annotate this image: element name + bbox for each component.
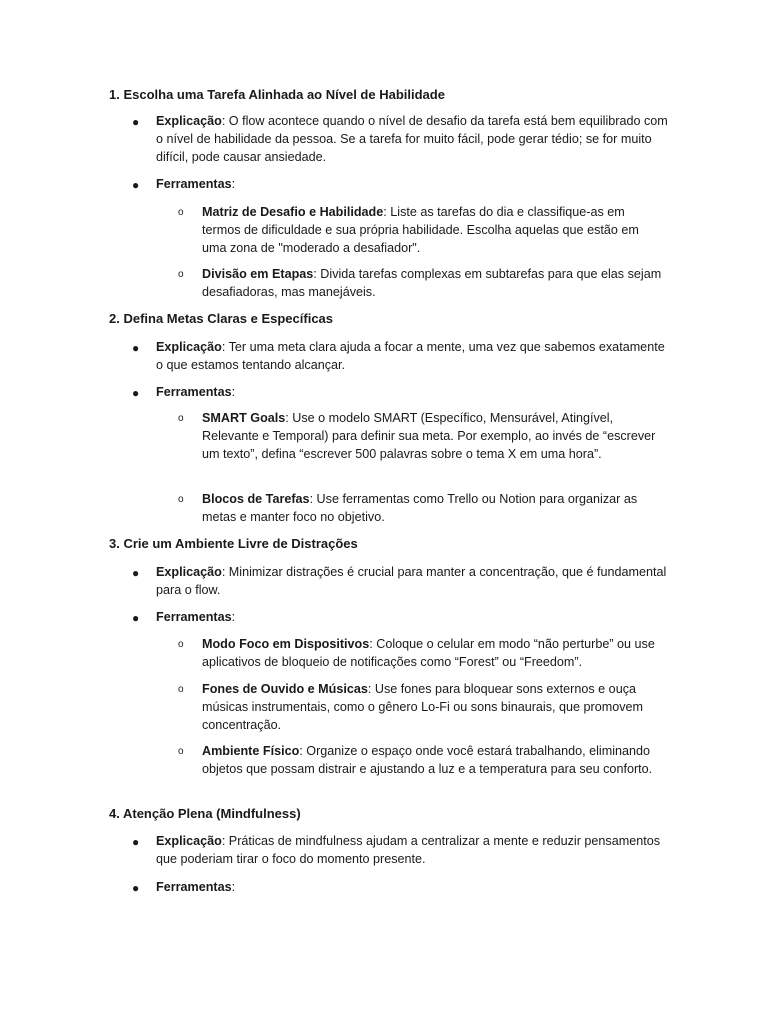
sub-bullet-icon: o (178, 269, 184, 280)
explanation-label: Explicação (156, 565, 222, 579)
section-1-heading: 1. Escolha uma Tarefa Alinhada ao Nível de Habilidade (109, 87, 445, 102)
explanation-label: Explicação (156, 340, 222, 354)
bullet-icon: ● (132, 566, 140, 580)
tool-name: Matriz de Desafio e Habilidade (202, 205, 384, 219)
section-3-tools: Ferramentas: (156, 610, 236, 624)
tools-label: Ferramentas (156, 880, 232, 894)
explanation-text: : Práticas de mindfulness ajudam a centralizar a mente e reduzir pensamentos que poderiam tirar o foco do momento presente. (156, 834, 661, 867)
section-1-tool-1 (202, 203, 664, 258)
tool-text: : Use o modelo SMART (Específico, Mensurável, Atingível, Relevante e Temporal) para definir sua meta. Por exemplo, ao invés de “escrever um texto”, defina “escrever 500 palavras sobre o tema X em uma hora”. (202, 411, 656, 462)
bullet-icon: ● (132, 115, 140, 129)
tool-name: Divisão em Etapas (202, 267, 314, 281)
sub-bullet-icon: o (178, 746, 184, 757)
section-3-explanation (156, 563, 668, 599)
section-2-tools: Ferramentas: (156, 385, 236, 399)
tool-text: : Coloque o celular em modo “não perturbe” ou use aplicativos de bloqueio de notificações como “Forest” ou “Freedom”. (202, 637, 655, 670)
explanation-text: : O flow acontece quando o nível de desafio da tarefa está bem equilibrado com o nível de habilidade da pessoa. Se a tarefa for muito fácil, pode gerar tédio; se for muito difícil, pode causar ansiedade. (156, 114, 668, 165)
section-3-tool-1 (202, 635, 664, 671)
explanation-text: : Minimizar distrações é crucial para manter a concentração, que é fundamental para o flow. (156, 565, 667, 598)
tool-text: : Use fones para bloquear sons externos e ouça músicas instrumentais, como o gênero Lo-Fi ou sons binaurais, que promovem concentração. (202, 682, 643, 733)
sub-bullet-icon: o (178, 494, 184, 505)
bullet-icon: ● (132, 881, 140, 895)
tool-name: Modo Foco em Dispositivos (202, 637, 370, 651)
bullet-icon: ● (132, 386, 140, 400)
tool-name: SMART Goals (202, 411, 286, 425)
section-1-tools: Ferramentas: (156, 177, 236, 191)
section-4-tools: Ferramentas: (156, 880, 236, 894)
section-4-explanation (156, 832, 668, 868)
tool-text: : Use ferramentas como Trello ou Notion para organizar as metas e manter foco no objetivo. (202, 492, 638, 525)
tools-label: Ferramentas (156, 385, 232, 399)
explanation-text: : Ter uma meta clara ajuda a focar a mente, uma vez que sabemos exatamente o que estamos tentando alcançar. (156, 340, 665, 373)
tool-text: : Organize o espaço onde você estará trabalhando, eliminando objetos que possam distrair e ajustando a luz e a temperatura para seu conforto. (202, 744, 653, 777)
explanation-label: Explicação (156, 834, 222, 848)
section-2-explanation (156, 338, 668, 374)
section-2-tool-2 (202, 490, 664, 526)
section-3-tool-3 (202, 742, 664, 778)
section-1-explanation (156, 112, 668, 167)
tool-text: : Liste as tarefas do dia e classifique-as em termos de dificuldade e sua própria habilidade. Escolha aquelas que estão em uma zona de "moderado a desafiador". (202, 205, 639, 256)
tool-name: Fones de Ouvido e Músicas (202, 682, 368, 696)
sub-bullet-icon: o (178, 413, 184, 424)
section-2-tool-1 (202, 409, 664, 464)
sub-bullet-icon: o (178, 639, 184, 650)
section-3-tool-2 (202, 680, 664, 735)
bullet-icon: ● (132, 341, 140, 355)
tool-name: Blocos de Tarefas (202, 492, 310, 506)
explanation-label: Explicação (156, 114, 222, 128)
tool-text: : Divida tarefas complexas em subtarefas para que elas sejam desafiadoras, mas manejáveis. (202, 267, 662, 300)
section-3-heading: 3. Crie um Ambiente Livre de Distrações (109, 536, 358, 551)
sub-bullet-icon: o (178, 684, 184, 695)
tool-name: Ambiente Físico (202, 744, 300, 758)
section-4-heading: 4. Atenção Plena (Mindfulness) (109, 806, 301, 821)
tools-label: Ferramentas (156, 610, 232, 624)
tools-label: Ferramentas (156, 177, 232, 191)
bullet-icon: ● (132, 178, 140, 192)
bullet-icon: ● (132, 611, 140, 625)
section-1-tool-2 (202, 265, 664, 301)
sub-bullet-icon: o (178, 207, 184, 218)
bullet-icon: ● (132, 835, 140, 849)
section-2-heading: 2. Defina Metas Claras e Específicas (109, 311, 334, 326)
